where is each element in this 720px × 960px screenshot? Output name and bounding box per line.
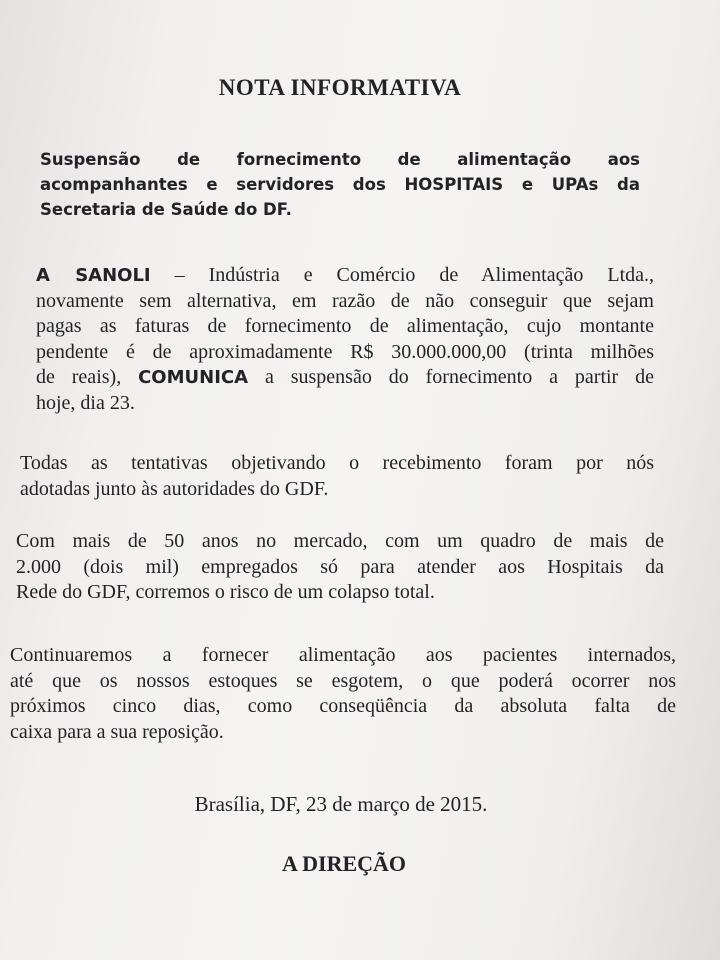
comunica-emphasis: COMUNICA [138, 367, 249, 388]
signature: A DIREÇÃO [281, 851, 407, 876]
paragraph-line [36, 263, 654, 289]
paragraph-patients [10, 643, 676, 745]
paragraph-line: Com mais de 50 anos no mercado, com um quadro de mais de [16, 530, 664, 552]
paragraph-line: hoje, dia 23. [36, 391, 135, 414]
place-and-date: Brasília, DF, 23 de março de 2015. [194, 792, 488, 816]
paragraph-line: caixa para a sua reposição. [10, 720, 224, 743]
subject-line: acompanhantes e servidores dos HOSPITAIS e UPAs da [40, 175, 640, 194]
subject-line: Secretaria de Saúde do DF. [40, 200, 292, 219]
company-description: – Indústria e Comércio de Alimentação Ltda., [150, 264, 654, 286]
paragraph-line: próximos cinco dias, como conseqüência da absoluta falta de [10, 695, 676, 717]
paragraph-attempts [20, 451, 654, 502]
document-title: NOTA INFORMATIVA [218, 75, 462, 100]
paragraph-line: pagas as faturas de fornecimento de alimentação, cujo montante [36, 315, 654, 337]
document-subject [40, 147, 640, 222]
paragraph-line [36, 365, 654, 391]
company-name: A SANOLI [36, 265, 151, 286]
paragraph-line: até que os nossos estoques se esgotem, o que poderá ocorrer nos [10, 669, 676, 692]
paragraph-line: Todas as tentativas objetivando o recebimento foram por nós [20, 452, 654, 474]
paragraph-line: Continuaremos a fornecer alimentação aos pacientes internados, [10, 644, 676, 666]
paragraph-announcement [36, 263, 654, 416]
text-fragment: de reais), [36, 366, 139, 388]
paragraph-line: novamente sem alternativa, em razão de não conseguir que sejam [36, 289, 654, 312]
text-fragment: a suspensão do fornecimento a partir de [248, 366, 654, 388]
paragraph-line: 2.000 (dois mil) empregados só para atender aos Hospitais da [16, 555, 664, 578]
paragraph-company-history [16, 529, 664, 606]
paragraph-line: pendente é de aproximadamente R$ 30.000.000,00 (trinta milhões [36, 340, 654, 363]
subject-line: Suspensão de fornecimento de alimentação aos [40, 150, 640, 169]
paragraph-line: Rede do GDF, corremos o risco de um colapso total. [16, 581, 435, 603]
paragraph-line: adotadas junto às autoridades do GDF. [20, 477, 329, 500]
